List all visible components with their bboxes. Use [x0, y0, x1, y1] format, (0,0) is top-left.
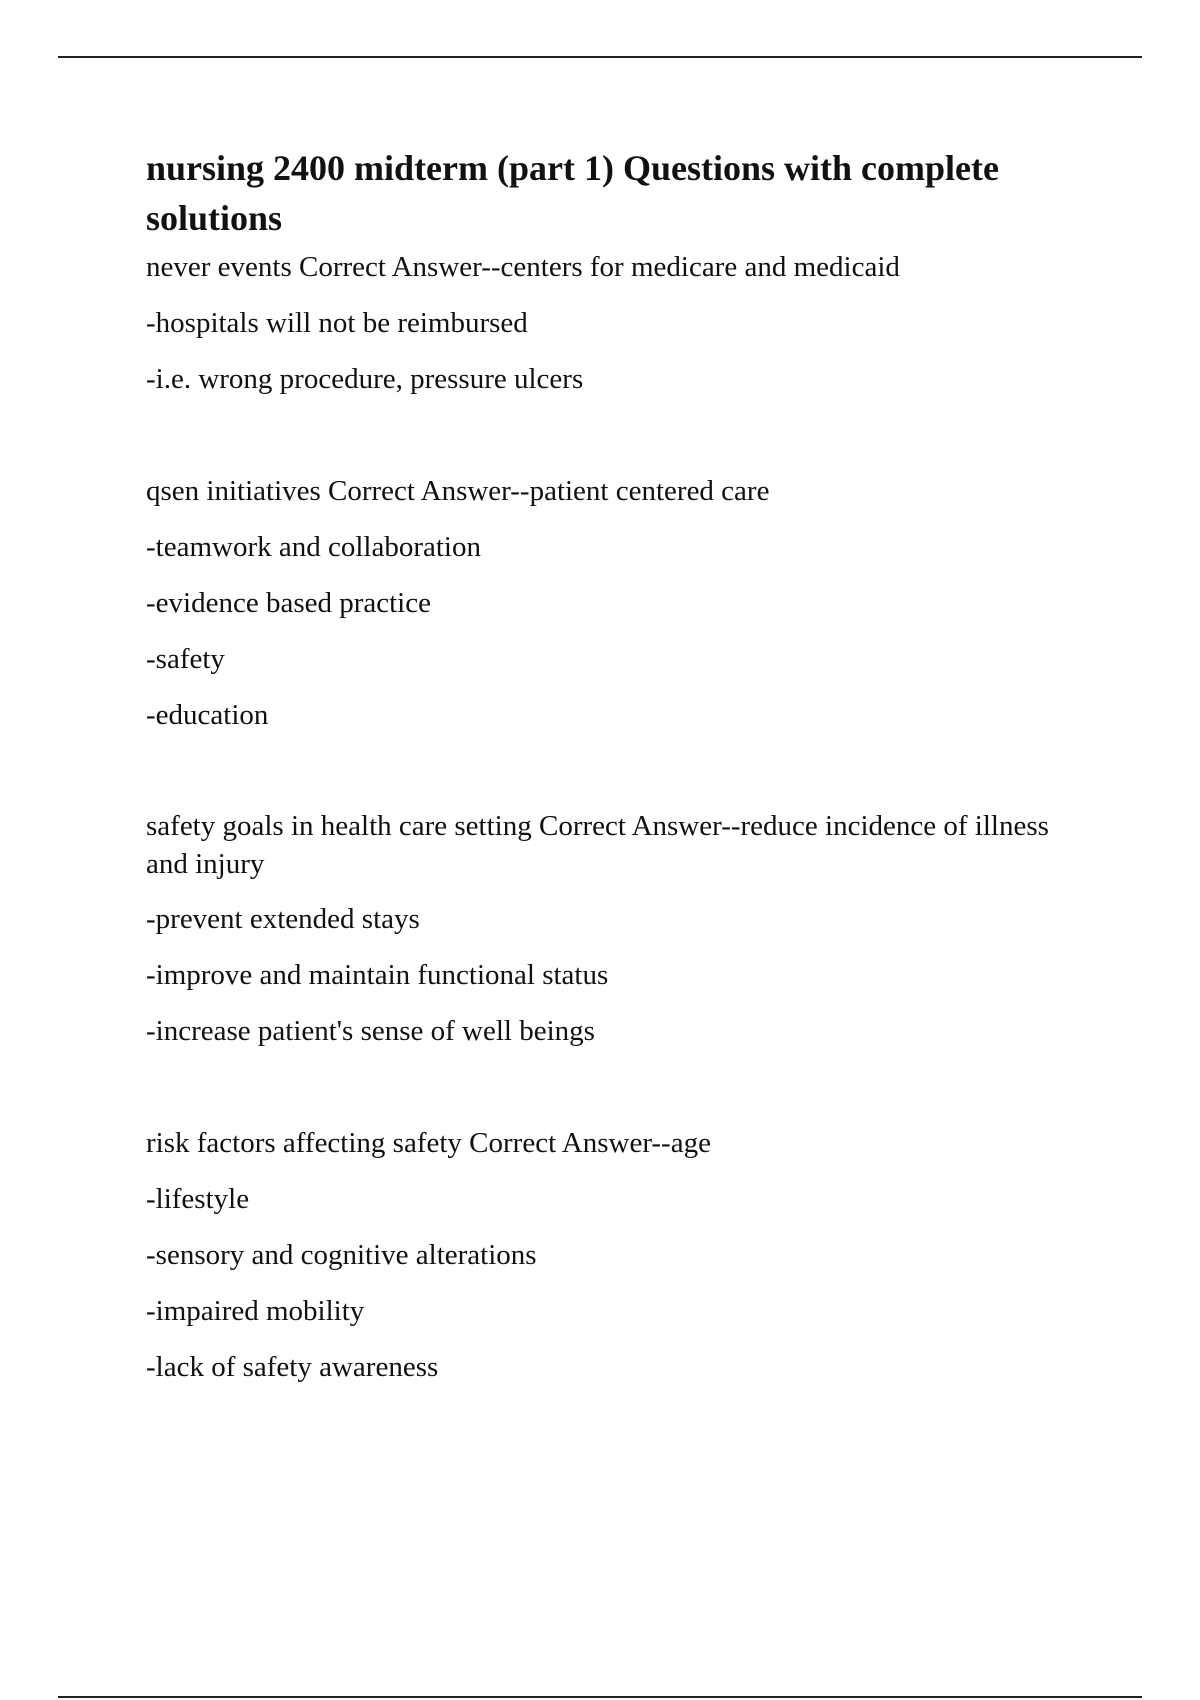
answer-item: -i.e. wrong procedure, pressure ulcers — [146, 363, 584, 395]
answer-item: -teamwork and collaboration — [146, 531, 481, 563]
answer-item: -sensory and cognitive alterations — [146, 1239, 537, 1271]
block-spacer — [146, 751, 1096, 807]
question-text: qsen initiatives Correct Answer--patient centered care — [146, 475, 770, 507]
question-text: risk factors affecting safety Correct Answer--age — [146, 1127, 711, 1159]
question-text: safety goals in health care setting Correct Answer--reduce incidence of illness and injury — [146, 810, 1049, 880]
answer-item: -evidence based practice — [146, 587, 431, 619]
answer-item: -prevent extended stays — [146, 903, 420, 935]
answer-item: -safety — [146, 643, 225, 675]
answer-item: -lack of safety awareness — [146, 1351, 439, 1383]
answer-item: -lifestyle — [146, 1183, 250, 1215]
qa-block-3 — [146, 807, 1096, 1051]
answer-item: -increase patient's sense of well beings — [146, 1015, 595, 1047]
document-body — [146, 143, 1096, 1403]
document-title: nursing 2400 midterm (part 1) Questions with complete solutions — [146, 148, 999, 238]
answer-item: -improve and maintain functional status — [146, 959, 609, 991]
block-spacer — [146, 415, 1096, 471]
answer-item: -education — [146, 699, 269, 731]
answer-item: -impaired mobility — [146, 1295, 365, 1327]
header-rule — [58, 56, 1142, 58]
answer-item: -hospitals will not be reimbursed — [146, 307, 528, 339]
block-spacer — [146, 1067, 1096, 1123]
qa-block-4 — [146, 1123, 1096, 1387]
footer-rule — [58, 1696, 1142, 1698]
qa-block-1 — [146, 247, 1096, 399]
qa-block-2 — [146, 471, 1096, 735]
question-text: never events Correct Answer--centers for medicare and medicaid — [146, 251, 900, 283]
